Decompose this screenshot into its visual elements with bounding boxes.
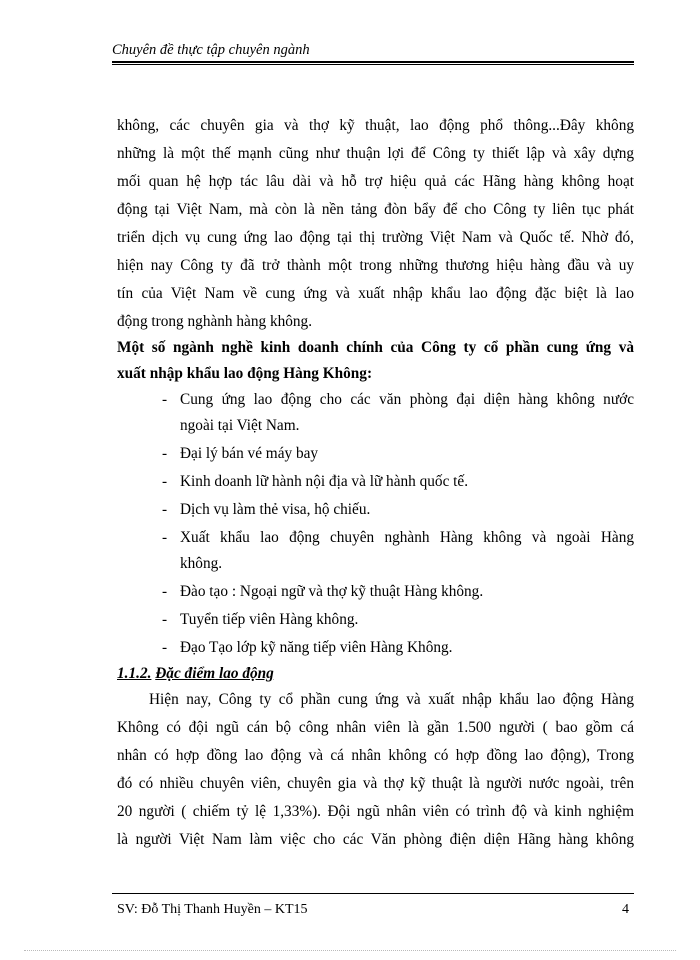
page-number: 4 — [622, 902, 629, 917]
list-item-cont: ngoài tại Việt Nam. — [180, 417, 300, 434]
business-heading: Một số ngành nghề kinh doanh chính của Công ty cổ phần cung ứng và — [117, 339, 634, 356]
para2-line: 20 người ( chiếm tỷ lệ 1,33%). Đội ngũ nhân viên có trình độ và kinh nghiệm — [117, 803, 634, 820]
para2-line: nhân có hợp đồng lao động và cá nhân không có hợp đồng lao động), Trong — [117, 747, 634, 764]
list-item: Kinh doanh lữ hành nội địa và lữ hành quốc tế. — [180, 473, 469, 490]
para1-line: động trong nghành hàng không. — [117, 313, 313, 330]
para2-line: Không có đội ngũ cán bộ công nhân viên là gần 1.500 người ( bao gồm cá — [117, 719, 634, 736]
section-title: Đặc điểm lao động — [155, 665, 274, 682]
list-item-cont: không. — [180, 555, 223, 572]
list-item: Đào tạo : Ngoại ngữ và thợ kỹ thuật Hàng không. — [180, 583, 484, 600]
list-item: Đại lý bán vé máy bay — [180, 445, 319, 462]
list-item: Xuất khẩu lao động chuyên nghành Hàng không và ngoài Hàng — [180, 529, 634, 546]
list-dash: - — [162, 391, 168, 408]
para2-line: Hiện nay, Công ty cổ phần cung ứng và xuất nhập khẩu lao động Hàng — [149, 691, 634, 708]
list-dash: - — [162, 639, 168, 656]
list-dash: - — [162, 611, 168, 628]
list-item: Đạo Tạo lớp kỹ năng tiếp viên Hàng Không. — [180, 639, 453, 656]
page-header: Chuyên đề thực tập chuyên ngành — [112, 42, 310, 58]
para2-line: đó có nhiều chuyên viên, chuyên gia và thợ kỹ thuật là người nước ngoài, trên — [117, 775, 634, 792]
footer-student: SV: Đỗ Thị Thanh Huyền – KT15 — [117, 902, 308, 917]
para1-line: hiện nay Công ty đã trở thành một trong những thương hiệu hàng đầu và uy — [117, 257, 634, 274]
list-dash: - — [162, 583, 168, 600]
para1-line: động tại Việt Nam, mà còn là nền tảng đòn bẩy để cho Công ty liên tục phát — [117, 201, 634, 218]
para1-line: không, các chuyên gia và thợ kỹ thuật, lao động phổ thông...Đây không — [117, 117, 634, 134]
list-dash: - — [162, 529, 168, 546]
list-item: Cung ứng lao động cho các văn phòng đại diện hàng không nước — [180, 391, 634, 408]
list-item: Tuyển tiếp viên Hàng không. — [180, 611, 359, 628]
footer-rule — [112, 893, 634, 894]
list-dash: - — [162, 473, 168, 490]
list-item: Dịch vụ làm thẻ visa, hộ chiếu. — [180, 501, 371, 518]
para1-line: mối quan hệ hợp tác lâu dài và hỗ trợ hiệu quả các Hãng hàng không hoạt — [117, 173, 634, 190]
header-rule-thin — [112, 64, 634, 65]
section-heading — [117, 664, 274, 684]
list-dash: - — [162, 501, 168, 518]
section-number: 1.1.2. — [117, 665, 152, 682]
page-border — [24, 950, 676, 951]
para1-line: triển dịch vụ cung ứng lao động tại thị trường Việt Nam và Quốc tế. Nhờ đó, — [117, 229, 634, 246]
para2-line: là người Việt Nam làm việc cho các Văn phòng điện diện Hãng hàng không — [117, 831, 634, 848]
header-rule — [112, 61, 634, 63]
business-heading: xuất nhập khẩu lao động Hàng Không: — [117, 365, 373, 382]
para1-line: tín của Việt Nam về cung ứng và xuất nhập khẩu lao động đặc biệt là lao — [117, 285, 634, 302]
list-dash: - — [162, 445, 168, 462]
para1-line: những là một thế mạnh cũng như thuận lợi để Công ty thiết lập và xây dựng — [117, 145, 634, 162]
